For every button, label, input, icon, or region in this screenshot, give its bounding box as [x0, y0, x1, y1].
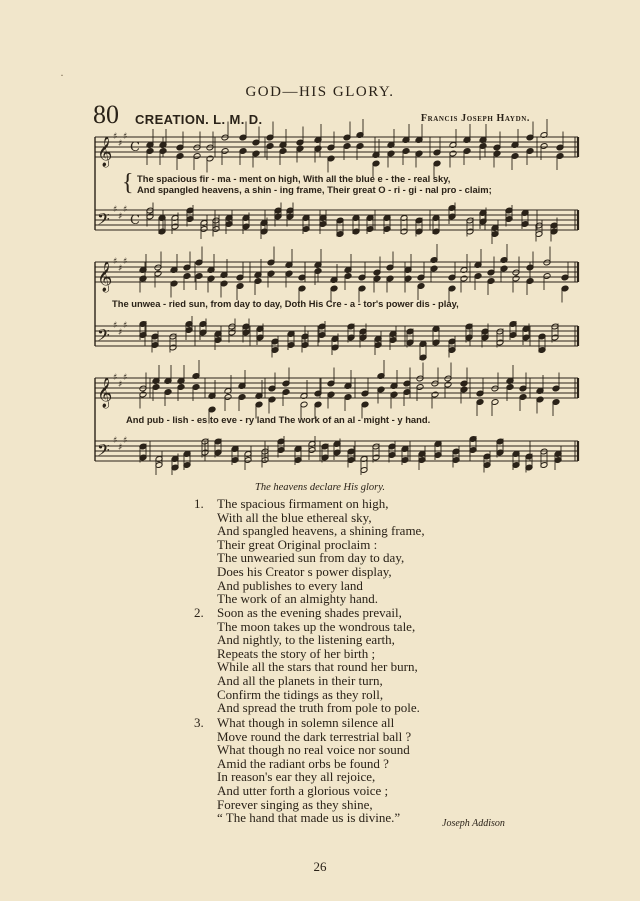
verse-line: And utter forth a glorious voice ; — [217, 782, 389, 798]
verse-line: What though in solemn silence all — [217, 715, 395, 730]
svg-text:♯: ♯ — [123, 436, 128, 446]
svg-text:𝄢: 𝄢 — [97, 209, 110, 233]
score-lyric-line: The unwea - ried sun, from day to day, Doth His Cre - a - tor's power dis - play, — [112, 298, 459, 309]
verse-line: And publishes to every land — [217, 577, 363, 593]
verse-line: With all the blue ethereal sky, — [217, 509, 372, 525]
verse-line: Amid the radiant orbs be found ? — [217, 755, 389, 771]
verse-line: The work of an almighty hand. — [217, 591, 379, 607]
svg-text:♯: ♯ — [123, 257, 128, 267]
hymn-number: 80 — [93, 100, 119, 129]
verse-line: And all the planets in their turn, — [217, 672, 383, 688]
hymn-title: CREATION. L. M. D. — [135, 112, 263, 127]
svg-text:𝄞: 𝄞 — [97, 378, 113, 408]
verse-line: The moon takes up the wondrous tale, — [217, 618, 416, 634]
svg-text:♯: ♯ — [123, 132, 128, 142]
verse-line: The spacious firmament on high, — [217, 496, 389, 511]
score-lyric-line: The spacious fir - ma - ment on high, With all the blue e - the - real sky, — [137, 173, 451, 184]
verse-line: “ The hand that made us is divine.” — [217, 810, 401, 826]
svg-text:♯: ♯ — [113, 321, 118, 331]
verse-line: And nightly, to the listening earth, — [217, 632, 395, 648]
verse-number: 1. — [194, 496, 204, 511]
verse-line: Move round the dark terrestrial ball ? — [217, 728, 412, 744]
svg-text:♯: ♯ — [123, 373, 128, 383]
verse-line: Repeats the story of her birth ; — [217, 645, 376, 661]
svg-text:𝄢: 𝄢 — [97, 325, 110, 349]
score-lyric-line: And pub - lish - es to eve - ry land The work of an al - might - y hand. — [126, 414, 431, 425]
svg-text:C: C — [130, 140, 140, 155]
verse-line: Their great Original proclaim : — [217, 536, 378, 552]
svg-text:♯: ♯ — [123, 321, 128, 331]
verse-brace: { — [122, 170, 134, 196]
verse-line: Forever singing as they shine, — [217, 796, 373, 812]
svg-text:𝄞: 𝄞 — [97, 262, 113, 292]
hymn-caption: The heavens declare His glory. — [255, 482, 385, 493]
author-attribution: Joseph Addison — [442, 818, 505, 829]
verse-number: 3. — [194, 715, 204, 730]
svg-text:♯: ♯ — [113, 436, 118, 446]
running-head: GOD—HIS GLORY. — [245, 84, 395, 100]
corner-mark: · — [60, 68, 64, 82]
verse-line: The unwearied sun from day to day, — [217, 550, 405, 566]
verse-line: Confirm the tidings as they roll, — [217, 686, 384, 702]
svg-text:♯: ♯ — [113, 132, 118, 142]
verse-line: While all the stars that round her burn, — [217, 659, 418, 675]
svg-text:♯: ♯ — [118, 212, 123, 222]
verse-line: And spread the truth from pole to pole. — [217, 700, 420, 716]
svg-text:♯: ♯ — [118, 264, 123, 274]
verse-line: What though no real voice nor sound — [217, 742, 410, 758]
verse-number: 2. — [194, 605, 204, 620]
svg-text:𝄞: 𝄞 — [97, 137, 113, 167]
svg-text:♯: ♯ — [113, 257, 118, 267]
svg-text:♯: ♯ — [118, 139, 123, 149]
svg-text:♯: ♯ — [118, 380, 123, 390]
svg-text:♯: ♯ — [113, 205, 118, 215]
verse-line: In reason's ear they all rejoice, — [217, 769, 376, 785]
verse-line: Soon as the evening shades prevail, — [217, 605, 402, 620]
verse-line: Does his Creator s power display, — [217, 563, 392, 579]
composer-credit: Francis Joseph Haydn. — [420, 113, 530, 124]
svg-text:𝄢: 𝄢 — [97, 440, 110, 464]
svg-text:♯: ♯ — [123, 205, 128, 215]
svg-text:♯: ♯ — [113, 373, 118, 383]
svg-text:♯: ♯ — [118, 328, 123, 338]
svg-text:C: C — [130, 213, 140, 228]
verse-line: And spangled heavens, a shining frame, — [217, 523, 425, 539]
page-number: 26 — [313, 859, 327, 874]
score-lyric-line: And spangled heavens, a shin - ing frame, Their great O - ri - gi - nal pro - claim; — [137, 184, 492, 195]
svg-text:♯: ♯ — [118, 443, 123, 453]
